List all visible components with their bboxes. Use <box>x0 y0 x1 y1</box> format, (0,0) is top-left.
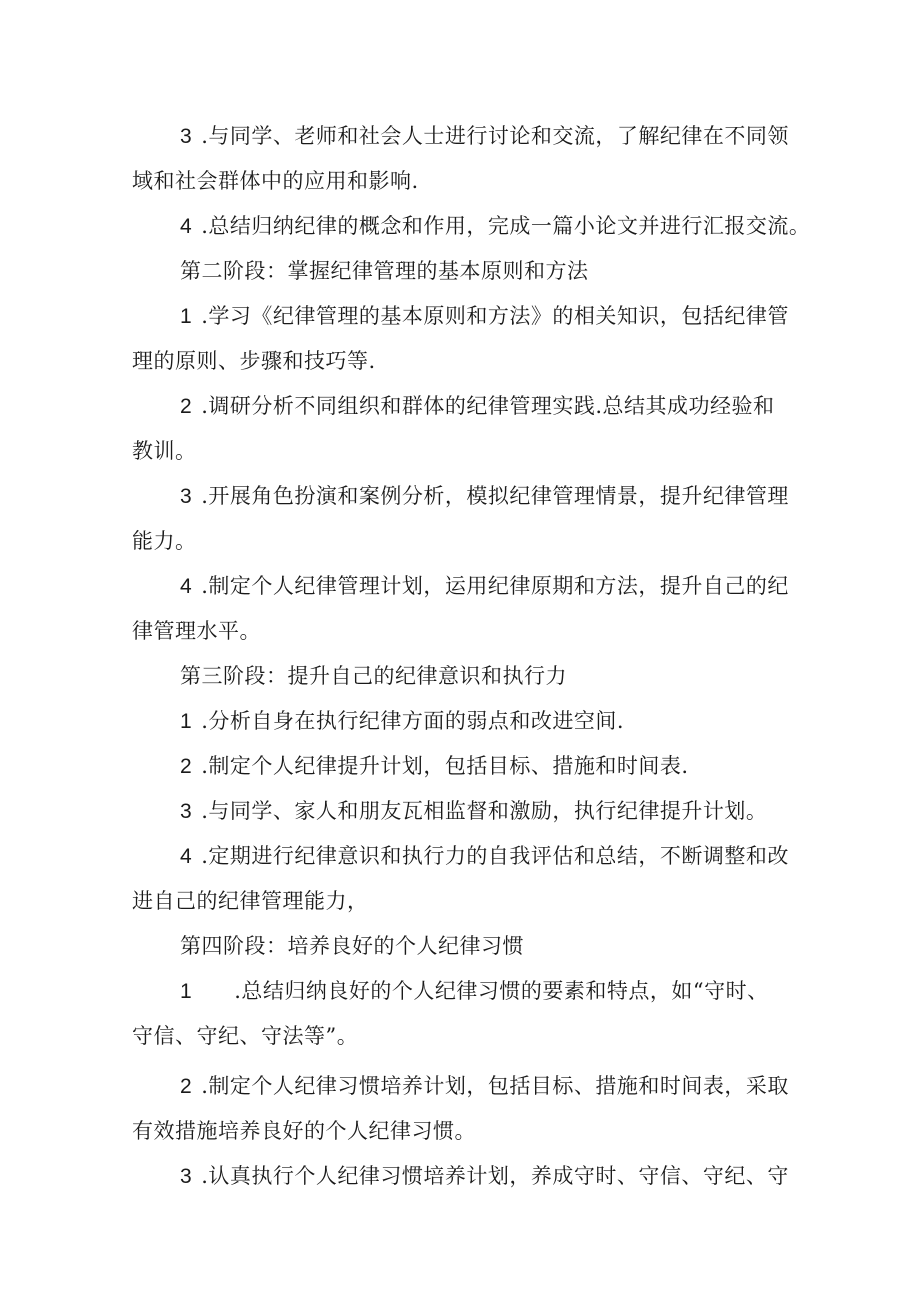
continuation-line <box>132 1023 358 1049</box>
item-number: 4 <box>180 845 193 868</box>
item-number: 3 <box>180 485 193 508</box>
item-text: .调研分析不同组织和群体的纪律管理实践.总结其成功经验和 <box>201 394 775 418</box>
section-heading <box>180 663 567 689</box>
continuation-line <box>132 618 261 644</box>
item-text: .制定个人纪律习惯培养计划，包括目标、措施和时间表，采取 <box>201 1074 789 1098</box>
section-heading <box>180 258 589 284</box>
item-line <box>180 1073 789 1100</box>
item-number: 1 <box>180 710 193 733</box>
item-text: 域和社会群体中的应用和影响. <box>132 169 419 193</box>
section-heading <box>180 933 524 959</box>
item-number: 2 <box>180 395 193 418</box>
item-line <box>180 843 789 870</box>
item-text: .与同学、家人和朋友瓦相监督和激励，执行纪律提升计划。 <box>201 799 768 823</box>
item-text: .认真执行个人纪律习惯培养计划，养成守时、守信、守纪、守 <box>201 1164 789 1188</box>
item-text: 有效措施培养良好的个人纪律习惯。 <box>132 1119 476 1143</box>
item-text: .定期进行纪律意识和执行力的自我评估和总结，不断调整和改 <box>201 844 789 868</box>
item-text: .制定个人纪律管理计划，运用纪律原期和方法，提升自己的纪 <box>201 574 789 598</box>
item-number: 2 <box>180 1075 193 1098</box>
item-text: .总结归纳纪律的概念和作用，完成一篇小论文并进行汇报交流。 <box>201 214 811 238</box>
item-line <box>180 753 689 780</box>
item-number: 3 <box>180 1165 193 1188</box>
continuation-line <box>132 348 376 374</box>
item-text: .分析自身在执行纪律方面的弱点和改进空间. <box>201 709 625 733</box>
item-number: 1 <box>180 980 193 1003</box>
item-text: 能力。 <box>132 529 197 553</box>
item-line <box>180 708 624 735</box>
item-number: 3 <box>180 800 193 823</box>
continuation-line <box>132 438 197 464</box>
item-text: .与同学、老师和社会人士进行讨论和交流，了解纪律在不同领 <box>201 124 789 148</box>
item-line <box>180 1163 789 1190</box>
item-number: 4 <box>180 575 193 598</box>
item-line <box>180 798 767 825</box>
item-number: 3 <box>180 125 193 148</box>
item-number: 4 <box>180 215 193 238</box>
continuation-line <box>132 1118 476 1144</box>
continuation-line <box>132 528 197 554</box>
heading-text: 第二阶段：掌握纪律管理的基本原则和方法 <box>180 259 589 283</box>
item-line <box>180 123 789 150</box>
item-text: 律管理水平。 <box>132 619 261 643</box>
item-text: 守信、守纪、守法等”。 <box>132 1024 359 1048</box>
item-text: .开展角色扮演和案例分析，模拟纪律管理情景，提升纪律管理 <box>201 484 789 508</box>
item-text: .学习《纪律管理的基本原则和方法》的相关知识，包括纪律管 <box>201 304 789 328</box>
item-line <box>180 213 810 240</box>
item-text: 教训。 <box>132 439 197 463</box>
item-line <box>180 573 789 600</box>
heading-text: 第三阶段：提升自己的纪律意识和执行力 <box>180 664 567 688</box>
item-text: 理的原则、步骤和技巧等. <box>132 349 376 373</box>
item-line <box>180 303 789 330</box>
continuation-line <box>132 888 369 914</box>
item-line <box>180 393 775 420</box>
continuation-line <box>132 168 419 194</box>
item-line <box>180 483 789 510</box>
item-text: 进自己的纪律管理能力， <box>132 889 369 913</box>
item-number: 1 <box>180 305 193 328</box>
item-text: .制定个人纪律提升计划，包括目标、措施和时间表. <box>201 754 689 778</box>
item-text: .总结归纳良好的个人纪律习惯的要素和特点，如“守时、 <box>234 979 769 1003</box>
heading-text: 第四阶段：培养良好的个人纪律习惯 <box>180 934 524 958</box>
item-number: 2 <box>180 755 193 778</box>
item-line <box>180 978 769 1005</box>
